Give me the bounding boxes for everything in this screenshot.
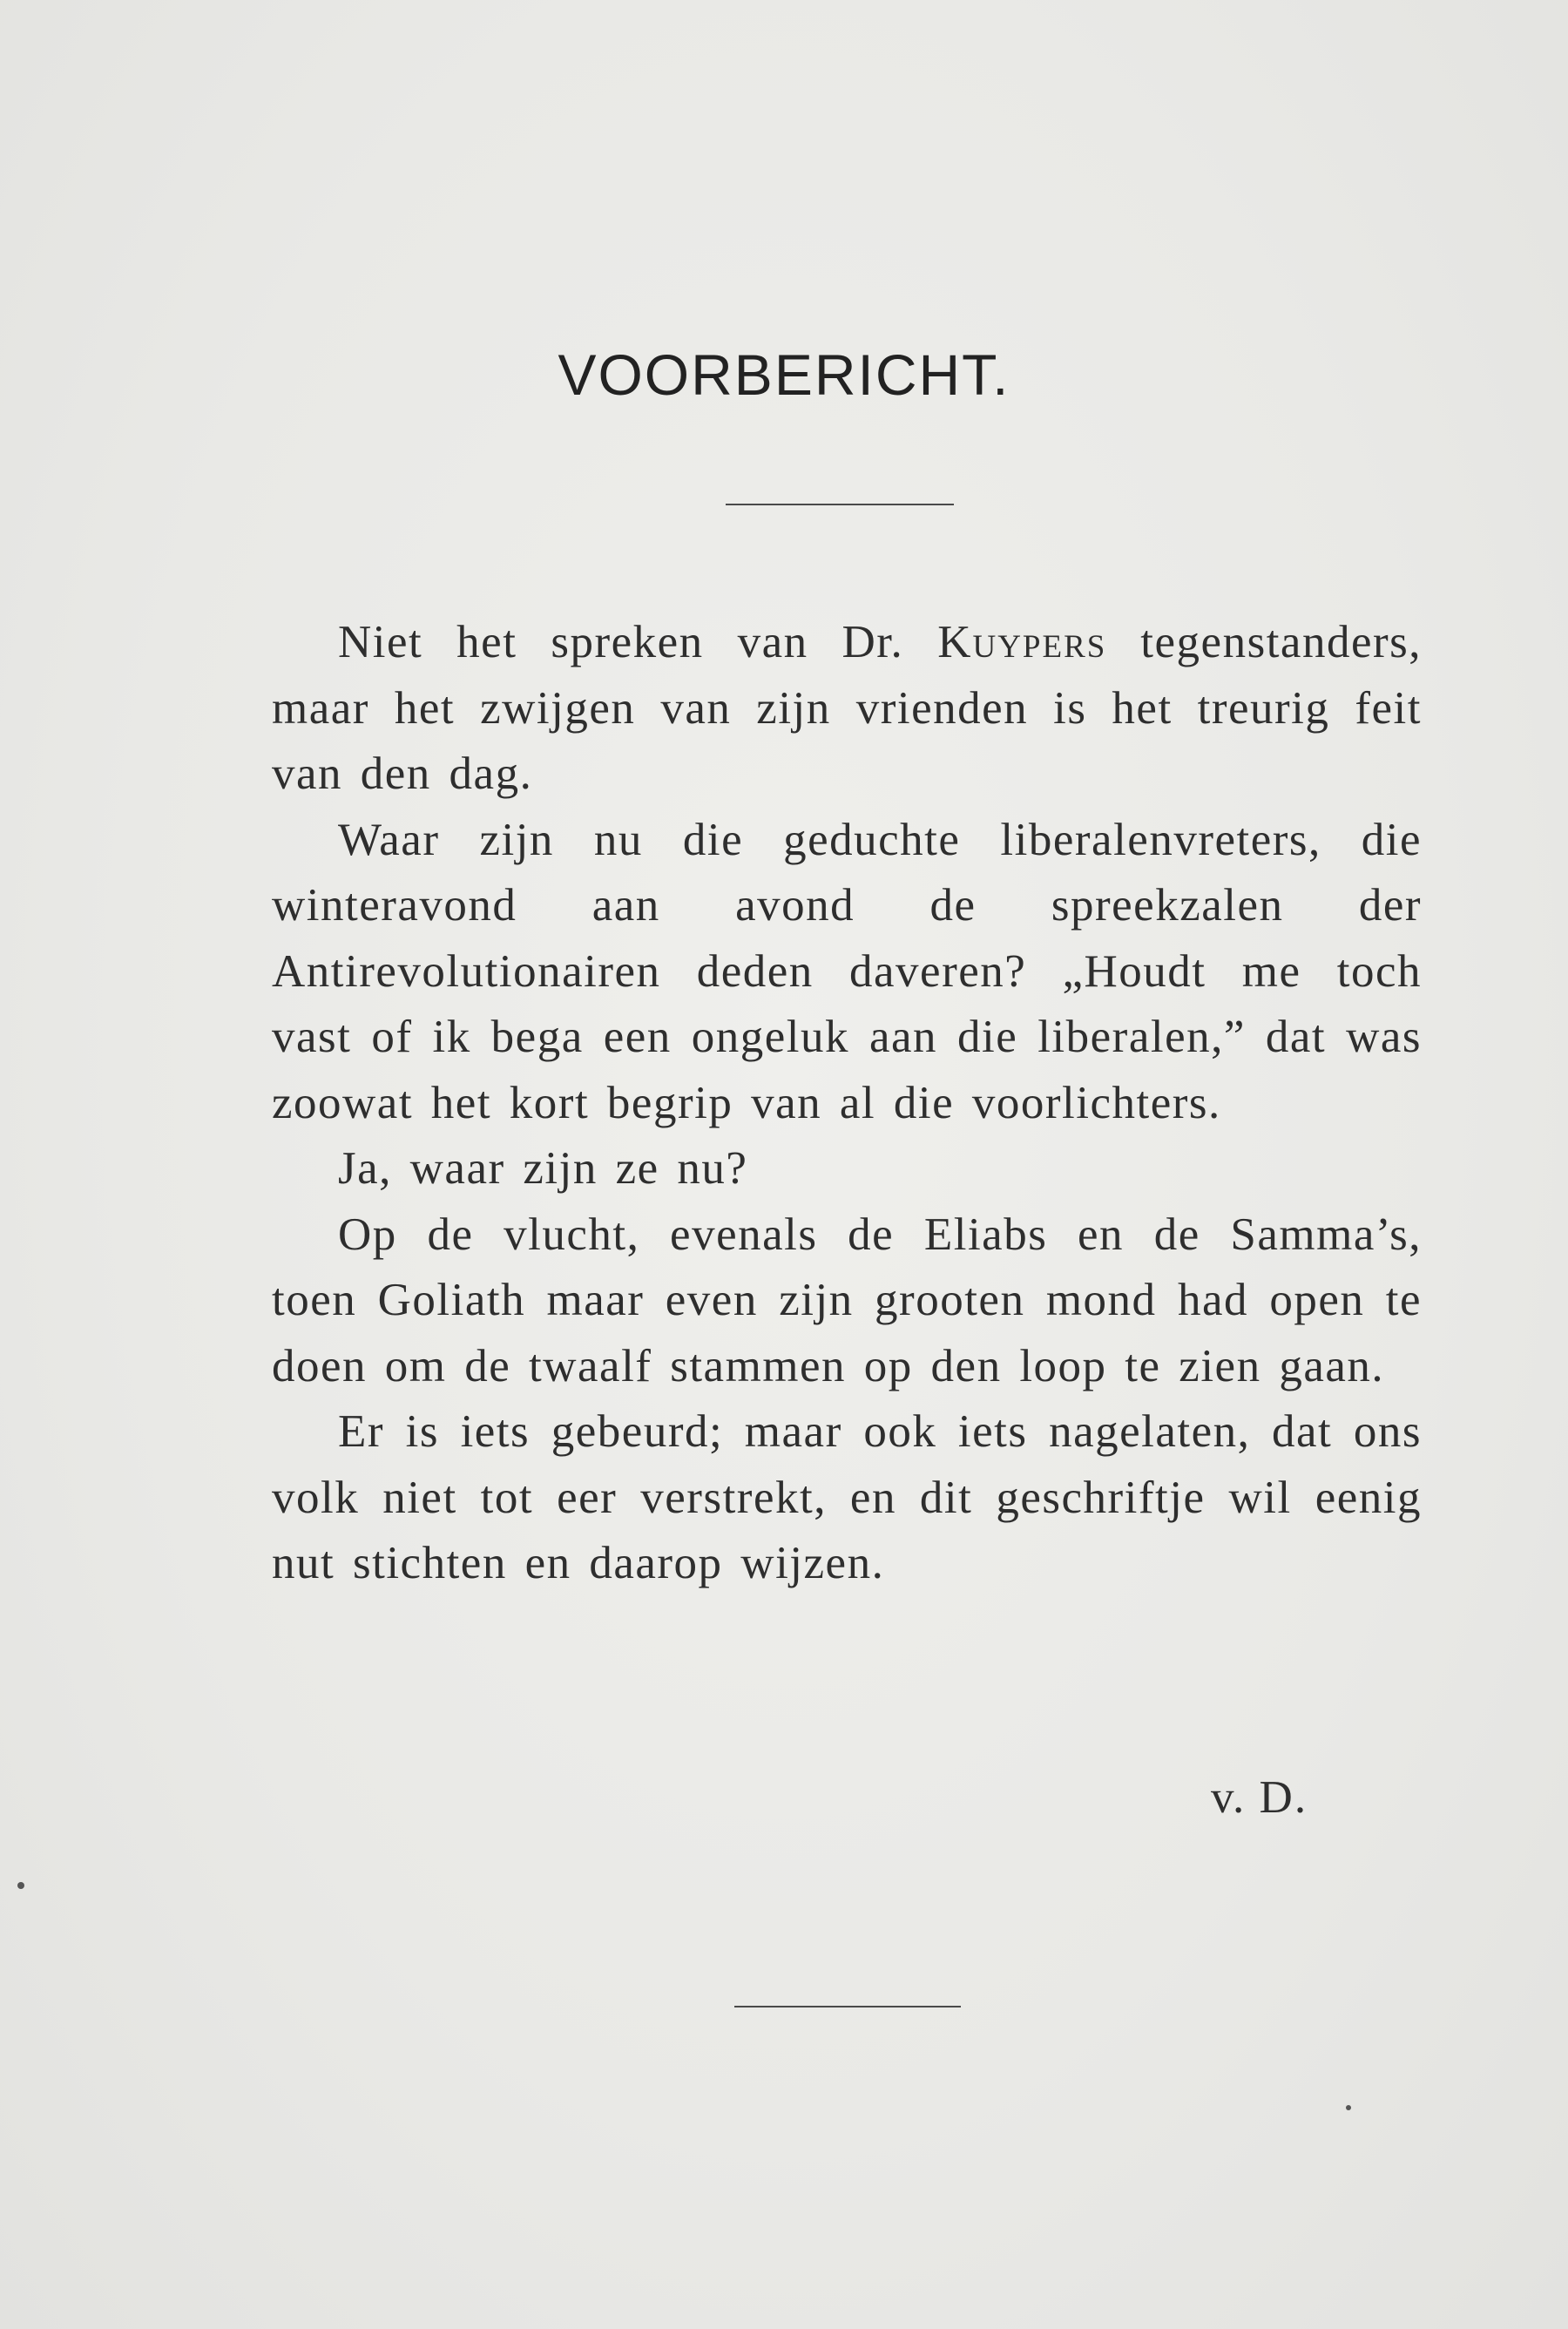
paragraph-4: Op de vlucht, evenals de Eliabs en de Samma’s, toen Goliath maar even zijn grooten mond had open te doen om de twaalf stammen op den loop te zien gaan. (272, 1209, 1422, 1391)
preface-body (272, 610, 1422, 1597)
author-name-smallcaps: Kuypers (937, 617, 1107, 667)
bottom-divider-rule (734, 2006, 961, 2007)
ink-speck (1346, 2105, 1351, 2110)
signature: v. D. (1211, 1772, 1308, 1823)
paragraph-2: Waar zijn nu die geduchte liberalenvreters, die winteravond aan avond de spreekzalen der Antirevolutionairen deden daveren? „Houdt me toch vast of ik bega een ongeluk aan die liberalen,” dat was zoowat het kort begrip van al die voorlichters. (272, 814, 1422, 1128)
paragraph-1-text-start: Niet het spreken van Dr. (338, 617, 938, 667)
paragraph-1-text-end: tegenstanders, maar het zwijgen van zijn vrienden is het treurig feit van den dag. (272, 617, 1422, 799)
paragraph-1 (272, 610, 1422, 808)
top-divider-rule (726, 504, 954, 505)
page-title: VOORBERICHT. (558, 342, 1010, 407)
paragraph-5: Er is iets gebeurd; maar ook iets nagelaten, dat ons volk niet tot eer verstrekt, en dit geschriftje wil eenig nut stichten en daarop wijzen. (272, 1406, 1422, 1588)
ink-speck (17, 1882, 24, 1889)
paragraph-3: Ja, waar zijn ze nu? (338, 1143, 748, 1194)
